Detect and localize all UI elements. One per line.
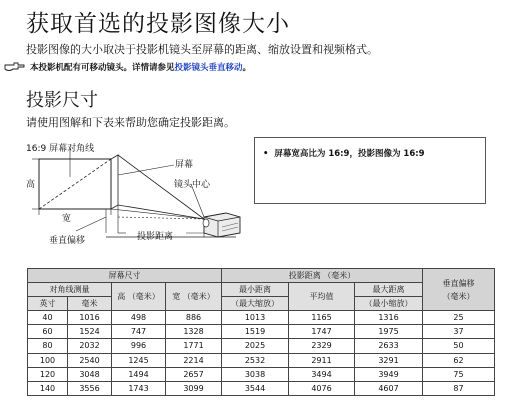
table-cell: 40: [28, 311, 68, 325]
table-cell: 25: [423, 311, 495, 325]
height-header: 高 （毫米）: [112, 283, 166, 311]
page-title: 获取首选的投影图像大小: [26, 11, 290, 37]
table-cell: 886: [166, 311, 222, 325]
intro-text: 投影图像的大小取决于投影机镜头至屏幕的距离、缩放设置和视频格式。: [26, 43, 378, 56]
table-cell: 75: [423, 367, 495, 381]
table-cell: 87: [423, 381, 495, 395]
vertical-offset-label: 垂直偏移: [49, 236, 86, 246]
table-row: [28, 311, 495, 325]
table-cell: 1316: [355, 311, 423, 325]
projection-distance-label: 投影距离: [137, 232, 174, 242]
table-row: [28, 339, 495, 353]
table-cell: 2025: [222, 339, 289, 353]
table-cell: 3556: [68, 381, 112, 395]
vertical-offset-unit: （毫米）: [442, 291, 475, 301]
table-cell: 2911: [289, 353, 355, 367]
table-cell: 2633: [355, 339, 423, 353]
table-cell: 1524: [68, 325, 112, 339]
table-cell: 1013: [222, 311, 289, 325]
table-cell: 4076: [289, 381, 355, 395]
table-cell: 4607: [355, 381, 423, 395]
projection-distance-header: 投影距离 （毫米）: [222, 269, 423, 283]
inch-header: 英寸: [28, 297, 68, 311]
table-cell: 1016: [68, 311, 112, 325]
table-cell: 3544: [222, 381, 289, 395]
projection-diagram: [26, 137, 256, 247]
projection-table: [27, 268, 495, 396]
average-header: 平均值: [289, 283, 355, 311]
aspect-note-item: • 屏幕宽高比为 16:9，投影图像为 16:9: [263, 149, 425, 159]
table-cell: 140: [28, 381, 68, 395]
table-row: [28, 367, 495, 381]
table-cell: 62: [423, 353, 495, 367]
table-cell: 2329: [289, 339, 355, 353]
table-cell: 747: [112, 325, 166, 339]
table-cell: 1245: [112, 353, 166, 367]
table-cell: 50: [423, 339, 495, 353]
screen-size-header: 屏幕尺寸: [28, 269, 222, 283]
section-intro: 请使用图解和下表来帮助您确定投影距离。: [26, 116, 235, 129]
table-cell: 3099: [166, 381, 222, 395]
width-header: 宽 （毫米）: [166, 283, 222, 311]
vertical-offset-header: [423, 269, 495, 311]
lens-note: [4, 61, 251, 73]
table-cell: 2532: [222, 353, 289, 367]
table-cell: 80: [28, 339, 68, 353]
table-cell: 3494: [289, 367, 355, 381]
table-cell: 100: [28, 353, 68, 367]
vertical-offset-title: 垂直偏移: [442, 278, 475, 288]
section-title: 投影尺寸: [26, 90, 98, 111]
table-cell: 2032: [68, 339, 112, 353]
mm-header: 毫米: [68, 297, 112, 311]
table-body: [28, 311, 495, 396]
table-cell: 996: [112, 339, 166, 353]
table-cell: 1771: [166, 339, 222, 353]
note-suffix: 。: [242, 63, 252, 73]
height-label: 高: [26, 180, 36, 190]
pointing-hand-icon: [4, 62, 26, 72]
min-distance-header: 最小距离: [222, 283, 289, 297]
lens-shift-link[interactable]: 投影镜头垂直移动: [174, 63, 243, 73]
table-cell: 120: [28, 367, 68, 381]
screen-label: 屏幕: [175, 160, 194, 170]
table-cell: 3949: [355, 367, 423, 381]
table-cell: 498: [112, 311, 166, 325]
table-cell: 3048: [68, 367, 112, 381]
table-cell: 1975: [355, 325, 423, 339]
table-row: [28, 353, 495, 367]
aspect-note-box: [254, 137, 486, 204]
note-text: 本投影机配有可移动镜头。详情请参见: [30, 63, 175, 73]
max-zoom-header: （最小缩放）: [355, 297, 423, 311]
table-cell: 1519: [222, 325, 289, 339]
table-cell: 2214: [166, 353, 222, 367]
table-cell: 3038: [222, 367, 289, 381]
width-label: 宽: [62, 214, 72, 224]
table-cell: 1165: [289, 311, 355, 325]
diagonal-header: 对角线测量: [28, 283, 112, 297]
table-cell: 2657: [166, 367, 222, 381]
lens-center-label: 镜头中心: [174, 180, 211, 190]
table-cell: 2540: [68, 353, 112, 367]
max-distance-header: 最大距离: [355, 283, 423, 297]
table-cell: 1747: [289, 325, 355, 339]
table-cell: 37: [423, 325, 495, 339]
table-cell: 60: [28, 325, 68, 339]
table-cell: 1494: [112, 367, 166, 381]
table-row: [28, 325, 495, 339]
table-cell: 3291: [355, 353, 423, 367]
diagonal-label: 16:9 屏幕对角线: [26, 144, 95, 154]
table-cell: 1328: [166, 325, 222, 339]
table-row: [28, 381, 495, 395]
table-cell: 1743: [112, 381, 166, 395]
min-zoom-header: （最大缩放）: [222, 297, 289, 311]
aspect-note-text: 屏幕宽高比为 16:9，投影图像为 16:9: [274, 149, 425, 159]
